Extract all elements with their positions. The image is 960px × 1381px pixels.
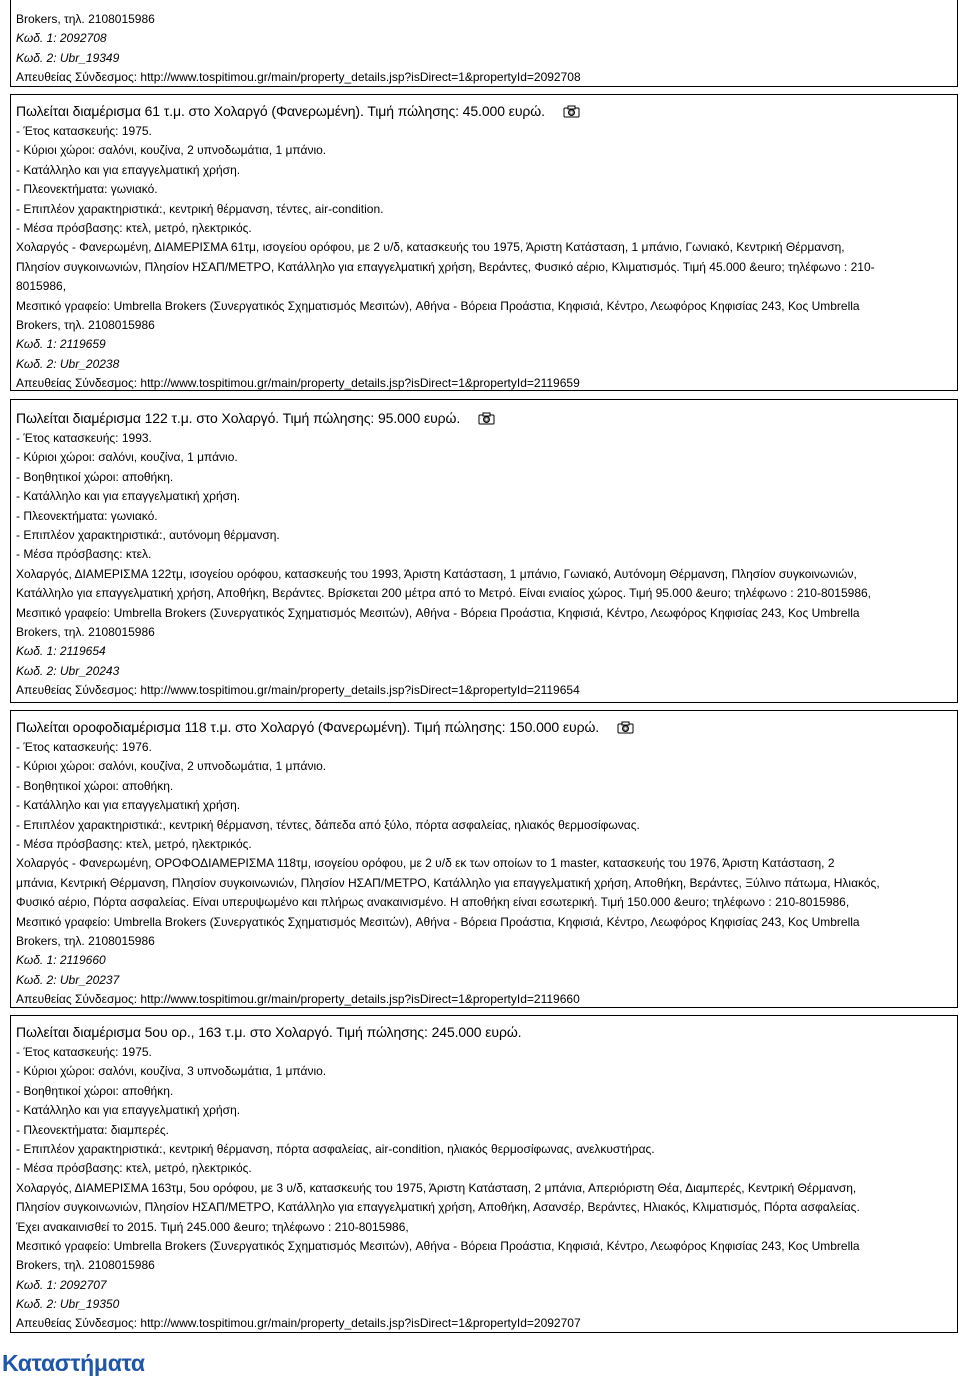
feature-line: - Κύριοι χώροι: σαλόνι, κουζίνα, 1 μπάνιο. <box>16 450 238 465</box>
code-2: Κωδ. 2: Ubr_19350 <box>16 1297 120 1312</box>
description-line: Μεσιτικό γραφείο: Umbrella Brokers (Συνεργατικός Σχηματισμός Μεσιτών), Αθήνα - Βόρεια Προάστια, Κηφισιά, Κέντρο, Λεωφόρος Κηφισίας 243, Κος Umbrella <box>16 1238 860 1253</box>
listing-title <box>16 100 957 122</box>
feature-line: - Έτος κατασκευής: 1975. <box>16 124 152 138</box>
description-line: Χολαργός - Φανερωμένη, ΔΙΑΜΕΡΙΣΜΑ 61τμ, ισογείου ορόφου, με 2 υ/δ, κατασκευής του 1975, Άριστη Κατάσταση, 1 μπάνιο, Γωνιακό, Κεντρική Θέρμανση, <box>16 240 845 255</box>
code-1: Κωδ. 1: 2092707 <box>16 1277 107 1292</box>
description-line: Μεσιτικό γραφείο: Umbrella Brokers (Συνεργατικός Σχηματισμός Μεσιτών), Αθήνα - Βόρεια Προάστια, Κηφισιά, Κέντρο, Λεωφόρος Κηφισίας 243, Κος Umbrella <box>16 914 860 929</box>
listing-title-text: Πωλείται διαμέρισμα 61 τ.μ. στο Χολαργό (Φανερωμένη). Τιμή πώλησης: 45.000 ευρώ. <box>16 103 545 119</box>
listing-card <box>10 1015 958 1333</box>
feature-line: - Κατάλληλο και για επαγγελματική χρήση. <box>16 162 241 177</box>
feature-line: - Κατάλληλο και για επαγγελματική χρήση. <box>16 1103 241 1118</box>
feature-line: - Κύριοι χώροι: σαλόνι, κουζίνα, 2 υπνοδωμάτια, 1 μπάνιο. <box>16 143 327 158</box>
direct-link[interactable]: Απευθείας Σύνδεσμος: http://www.tospitimou.gr/main/property_details.jsp?isDirect=1&propertyId=2092708 <box>16 70 581 85</box>
feature-line: - Πλεονεκτήματα: διαμπερές. <box>16 1122 169 1137</box>
listing-title <box>16 1021 957 1043</box>
code-2: Κωδ. 2: Ubr_20238 <box>16 356 120 371</box>
feature-line: - Επιπλέον χαρακτηριστικά:, κεντρική θέρμανση, τέντες, δάπεδα από ξύλο, πόρτα ασφαλείας, ηλιακός θερμοσίφωνας. <box>16 817 640 832</box>
feature-line: - Κατάλληλο και για επαγγελματική χρήση. <box>16 489 241 504</box>
feature-line: - Επιπλέον χαρακτηριστικά:, κεντρική θέρμανση, τέντες, air-condition. <box>16 201 384 216</box>
code-2: Κωδ. 2: Ubr_20243 <box>16 663 120 678</box>
description-line: Πλησίον συγκοινωνιών, Πλησίον ΗΣΑΠ/ΜΕΤΡΟ, Κατάλληλο για επαγγελματική χρήση, Αποθήκη, Ασανσέρ, Βεράντες, Ηλιακός, Κλιματισμός, Πόρτα ασφαλείας. <box>16 1200 860 1215</box>
listing-card <box>10 94 958 391</box>
description-line: Χολαργός - Φανερωμένη, ΟΡΟΦΟΔΙΑΜΕΡΙΣΜΑ 118τμ, ισογείου ορόφου, με 2 υ/δ εκ των οποίων το 1 master, κατασκευής του 1976, Άριστη Κατάσταση, 2 <box>16 856 835 871</box>
feature-line: - Έτος κατασκευής: 1976. <box>16 740 152 754</box>
description-line: Χολαργός, ΔΙΑΜΕΡΙΣΜΑ 163τμ, 5ου ορόφου, με 3 υ/δ, κατασκευής του 1975, Άριστη Κατάσταση, 2 μπάνια, Απεριόριστη Θέα, Διαμπερές, Κεντρική Θέρμανση, <box>16 1180 857 1195</box>
feature-line: - Βοηθητικοί χώροι: αποθήκη. <box>16 469 174 484</box>
code-1: Κωδ. 1: 2119654 <box>16 644 106 659</box>
listing-title <box>16 716 957 738</box>
description-line: Χολαργός, ΔΙΑΜΕΡΙΣΜΑ 122τμ, ισογείου ορόφου, κατασκευής του 1993, Άριστη Κατάσταση, 1 μπάνιο, Γωνιακό, Αυτόνομη Θέρμανση, Πλησίον συγκοινωνιών, <box>16 566 857 581</box>
feature-line: - Μέσα πρόσβασης: κτελ, μετρό, ηλεκτρικός. <box>16 220 252 235</box>
listing-card <box>10 710 958 1008</box>
description-line: Μεσιτικό γραφείο: Umbrella Brokers (Συνεργατικός Σχηματισμός Μεσιτών), Αθήνα - Βόρεια Προάστια, Κηφισιά, Κέντρο, Λεωφόρος Κηφισίας 243, Κος Umbrella <box>16 298 860 313</box>
description-line: Πλησίον συγκοινωνιών, Πλησίον ΗΣΑΠ/ΜΕΤΡΟ, Κατάλληλο για επαγγελματική χρήση, Βεράντες, Φυσικό αέριο, Κλιματισμός. Τιμή 45.000 &euro; τηλέφωνο : 210- <box>16 259 875 274</box>
description-line: 8015986, <box>16 279 67 294</box>
code-2: Κωδ. 2: Ubr_19349 <box>16 50 120 65</box>
feature-line: - Κύριοι χώροι: σαλόνι, κουζίνα, 3 υπνοδωμάτια, 1 μπάνιο. <box>16 1064 327 1079</box>
listing-title-text: Πωλείται οροφοδιαμέρισμα 118 τ.μ. στο Χολαργό (Φανερωμένη). Τιμή πώλησης: 150.000 ευρώ. <box>16 719 600 735</box>
feature-line: - Μέσα πρόσβασης: κτελ. <box>16 547 152 562</box>
description-line: Κατάλληλο για επαγγελματική χρήση, Αποθήκη, Βεράντες. Βρίσκεται 200 μέτρα από το Μετρό. Είναι ενιαίος χώρος. Τιμή 95.000 &euro; τηλέφωνο : 210-8015986, <box>16 586 871 601</box>
feature-line: - Κατάλληλο και για επαγγελματική χρήση. <box>16 798 241 813</box>
listing-title-text: Πωλείται διαμέρισμα 5ου ορ., 163 τ.μ. στο Χολαργό. Τιμή πώλησης: 245.000 ευρώ. <box>16 1024 522 1040</box>
code-1: Κωδ. 1: 2092708 <box>16 31 107 46</box>
listing-card <box>10 399 958 703</box>
code-2: Κωδ. 2: Ubr_20237 <box>16 972 120 987</box>
code-1: Κωδ. 1: 2119660 <box>16 953 106 968</box>
code-1: Κωδ. 1: 2119659 <box>16 337 106 352</box>
feature-line: - Έτος κατασκευής: 1975. <box>16 1045 152 1059</box>
listing-continuation <box>10 0 958 87</box>
direct-link[interactable]: Απευθείας Σύνδεσμος: http://www.tospitimou.gr/main/property_details.jsp?isDirect=1&propertyId=2119660 <box>16 992 580 1007</box>
direct-link[interactable]: Απευθείας Σύνδεσμος: http://www.tospitimou.gr/main/property_details.jsp?isDirect=1&propertyId=2092707 <box>16 1316 581 1331</box>
feature-line: - Κύριοι χώροι: σαλόνι, κουζίνα, 2 υπνοδωμάτια, 1 μπάνιο. <box>16 759 327 774</box>
feature-line: - Πλεονεκτήματα: γωνιακό. <box>16 508 158 523</box>
brokers-line: Brokers, τηλ. 2108015986 <box>16 12 155 26</box>
feature-line: - Βοηθητικοί χώροι: αποθήκη. <box>16 1083 174 1098</box>
listing-title <box>16 407 957 429</box>
description-line: Brokers, τηλ. 2108015986 <box>16 933 155 948</box>
feature-line: - Έτος κατασκευής: 1993. <box>16 431 152 445</box>
feature-line: - Πλεονεκτήματα: γωνιακό. <box>16 182 158 197</box>
description-line: Brokers, τηλ. 2108015986 <box>16 624 155 639</box>
direct-link[interactable]: Απευθείας Σύνδεσμος: http://www.tospitimou.gr/main/property_details.jsp?isDirect=1&propertyId=2119659 <box>16 376 580 391</box>
description-line: μπάνια, Κεντρική Θέρμανση, Πλησίον συγκοινωνιών, Πλησίον ΗΣΑΠ/ΜΕΤΡΟ, Κατάλληλο για επαγγελματική χρήση, Αποθήκη, Βεράντες, Ξύλινο πάτωμα, Ηλιακός, <box>16 875 880 890</box>
section-heading-stores: Καταστήματα <box>2 1350 145 1376</box>
description-line: Φυσικό αέριο, Πόρτα ασφαλείας. Είναι υπερυψωμένο και πλήρως ανακαινισμένο. Η αποθήκη είναι εσωτερική. Τιμή 150.000 &euro; τηλέφωνο : 210-8015986, <box>16 895 850 910</box>
feature-line: - Μέσα πρόσβασης: κτελ, μετρό, ηλεκτρικός. <box>16 1161 252 1176</box>
listing-title-text: Πωλείται διαμέρισμα 122 τ.μ. στο Χολαργό. Τιμή πώλησης: 95.000 ευρώ. <box>16 410 461 426</box>
direct-link[interactable]: Απευθείας Σύνδεσμος: http://www.tospitimou.gr/main/property_details.jsp?isDirect=1&propertyId=2119654 <box>16 683 580 698</box>
feature-line: - Επιπλέον χαρακτηριστικά:, κεντρική θέρμανση, πόρτα ασφαλείας, air-condition, ηλιακός θερμοσίφωνας, ανελκυστήρας. <box>16 1141 655 1156</box>
feature-line: - Βοηθητικοί χώροι: αποθήκη. <box>16 778 174 793</box>
description-line: Brokers, τηλ. 2108015986 <box>16 317 155 332</box>
feature-line: - Επιπλέον χαρακτηριστικά:, αυτόνομη θέρμανση. <box>16 527 280 542</box>
feature-line: - Μέσα πρόσβασης: κτελ, μετρό, ηλεκτρικός. <box>16 836 252 851</box>
description-line: Μεσιτικό γραφείο: Umbrella Brokers (Συνεργατικός Σχηματισμός Μεσιτών), Αθήνα - Βόρεια Προάστια, Κηφισιά, Κέντρο, Λεωφόρος Κηφισίας 243, Κος Umbrella <box>16 605 860 620</box>
camera-icon[interactable] <box>563 105 580 118</box>
description-line: Brokers, τηλ. 2108015986 <box>16 1258 155 1273</box>
description-line: Έχει ανακαινισθεί το 2015. Τιμή 245.000 &euro; τηλέφωνο : 210-8015986, <box>16 1219 409 1234</box>
camera-icon[interactable] <box>478 412 495 425</box>
camera-icon[interactable] <box>617 721 634 734</box>
